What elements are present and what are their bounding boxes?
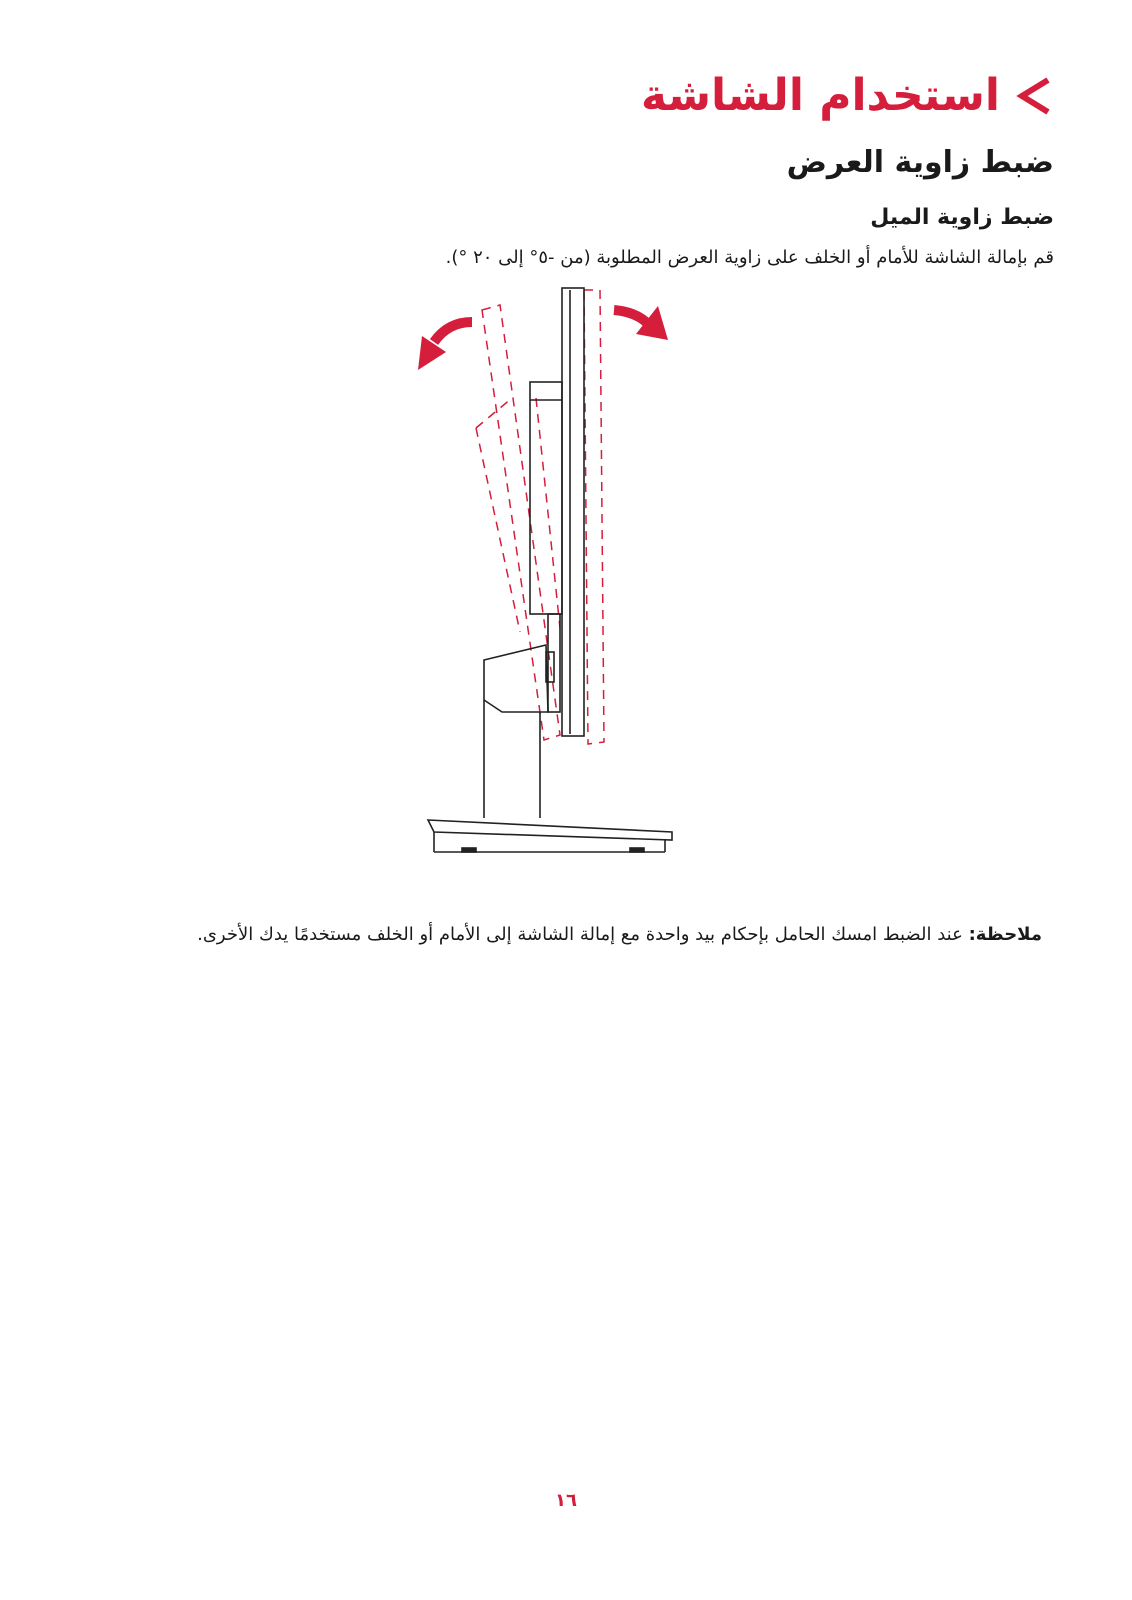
tilt-back-arrow-icon — [418, 322, 472, 370]
note-paragraph — [92, 918, 1042, 951]
note-label: ملاحظة: — [968, 924, 1042, 945]
note-text: عند الضبط امسك الحامل بإحكام بيد واحدة مع إمالة الشاشة إلى الأمام أو الخلف مستخدمًا يدك الأخرى. — [197, 924, 963, 945]
page-number: ١٦ — [555, 1490, 577, 1511]
sub-heading: ضبط زاوية الميل — [870, 205, 1054, 230]
tilt-forward-arrow-icon — [614, 306, 668, 340]
monitor-tilt-diagram — [400, 282, 700, 882]
instruction-text: قم بإمالة الشاشة للأمام أو الخلف على زاوية العرض المطلوبة (من ‎-٥° إلى ٢٠ °). — [445, 247, 1054, 268]
page-title: استخدام الشاشة — [641, 70, 1000, 121]
chevron-left-icon — [1014, 74, 1054, 118]
monitor-panel — [530, 288, 584, 736]
title-row — [80, 70, 1054, 121]
section-heading: ضبط زاوية العرض — [786, 145, 1054, 180]
monitor-stand — [428, 614, 672, 852]
